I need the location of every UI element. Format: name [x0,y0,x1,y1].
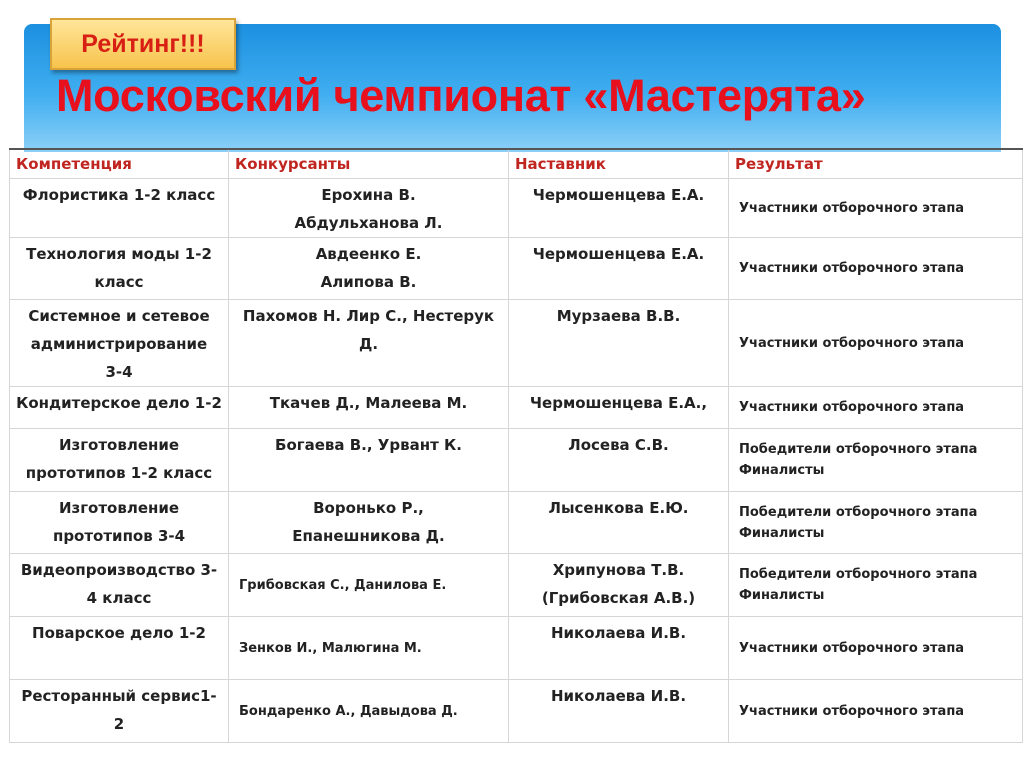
header-competence: Компетенция [10,149,229,179]
result-cell: Участники отборочного этапа [729,617,1023,680]
result-cell: Участники отборочного этапа [729,300,1023,387]
result-cell: Участники отборочного этапа [729,387,1023,429]
mentor-cell: Николаева И.В. [509,617,729,680]
table-row [10,179,1023,238]
mentor-cell: Хрипунова Т.В. (Грибовская А.В.) [509,554,729,617]
mentor-cell: Чермошенцева Е.А., [509,387,729,429]
results-table [9,148,1023,743]
table-row [10,429,1023,492]
table-row [10,680,1023,743]
mentor-cell: Николаева И.В. [509,680,729,743]
competence-cell: Изготовление прототипов 3-4 [10,492,229,554]
participants-cell: Грибовская С., Данилова Е. [229,554,509,617]
table-row [10,387,1023,429]
result-cell: Участники отборочного этапа [729,238,1023,300]
competence-cell: Ресторанный сервис1- 2 [10,680,229,743]
participants-cell: Воронько Р., Епанешникова Д. [229,492,509,554]
result-cell-winner: Победители отборочного этапа Финалисты [729,429,1023,492]
page-title: Московский чемпионат «Мастерята» [56,70,866,121]
table-row [10,492,1023,554]
participants-cell: Зенков И., Малюгина М. [229,617,509,680]
result-cell: Участники отборочного этапа [729,179,1023,238]
participants-cell: Авдеенко Е. Алипова В. [229,238,509,300]
competence-cell: Поварское дело 1-2 [10,617,229,680]
mentor-cell: Лосева С.В. [509,429,729,492]
mentor-cell: Чермошенцева Е.А. [509,238,729,300]
competence-cell: Флористика 1-2 класс [10,179,229,238]
table-row [10,554,1023,617]
competence-cell: Изготовление прототипов 1-2 класс [10,429,229,492]
mentor-cell: Чермошенцева Е.А. [509,179,729,238]
participants-cell: Бондаренко А., Давыдова Д. [229,680,509,743]
result-cell-winner: Победители отборочного этапа Финалисты [729,554,1023,617]
competence-cell: Технология моды 1-2 класс [10,238,229,300]
participants-cell: Пахомов Н. Лир С., Нестерук Д. [229,300,509,387]
table-header-row [10,149,1023,179]
table-row [10,238,1023,300]
participants-cell: Богаева В., Урвант К. [229,429,509,492]
mentor-cell: Мурзаева В.В. [509,300,729,387]
competence-cell: Видеопроизводство 3- 4 класс [10,554,229,617]
competence-cell: Кондитерское дело 1-2 [10,387,229,429]
participants-cell: Ерохина В. Абдульханова Л. [229,179,509,238]
table-row [10,617,1023,680]
result-cell: Участники отборочного этапа [729,680,1023,743]
mentor-cell: Лысенкова Е.Ю. [509,492,729,554]
competence-cell: Системное и сетевое администрирование 3-4 [10,300,229,387]
header-participants: Конкурсанты [229,149,509,179]
header-mentor: Наставник [509,149,729,179]
rating-badge: Рейтинг!!! [50,18,236,70]
result-cell-winner: Победители отборочного этапа Финалисты [729,492,1023,554]
table-row [10,300,1023,387]
header-result: Результат [729,149,1023,179]
participants-cell: Ткачев Д., Малеева М. [229,387,509,429]
